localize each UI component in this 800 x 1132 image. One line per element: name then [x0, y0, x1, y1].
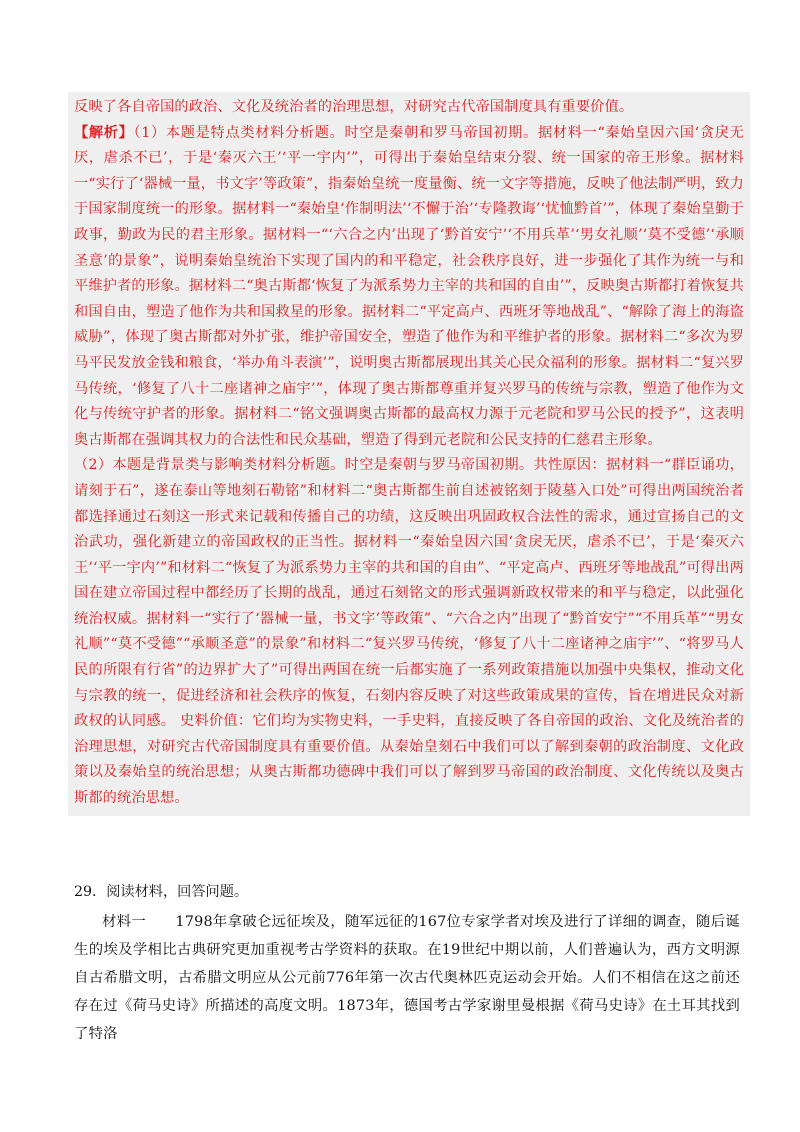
analysis-part-2: （2）本题是背景类与影响类材料分析题。时空是秦朝与罗马帝国初期。共性原因：据材料一“群臣诵功，请刻于石”，遂在泰山等地刻石勒铭”和材料二“奥古斯都生前自述被铭刻于陵墓入口处”可得出两国统治者都选择通过石刻这一形式来记载和传播自己的功绩，这反映出巩固政权合法性的需求，通过宣扬自己的文治武功，强化新建立的帝国政权的正当性。据材料一“秦始皇因六国‘贪戾无厌，虐杀不已’，于是‘秦灭六王’‘平一宇内’”和材料二“恢复了为派系势力主宰的共和国的自由”、“平定高卢、西班牙等地战乱”可得出两国在建立帝国过程中都经历了长期的战乱，通过石刻铭文的形式强调新政权带来的和平与稳定，以此强化统治权威。据材料一“实行了‘器械一量，书文字’等政策”、“六合之内”出现了“黔首安宁”“不用兵革”“男女礼顺”“莫不受德”“承顺圣意”的景象”和材料二“复兴罗马传统，‘修复了八十二座诸神之庙宇’”、“将罗马人民的所限有行省”的边界扩大了”可得出两国在统一后都实施了一系列政策措施以加强中央集权，推动文化与宗教的统一，促进经济和社会秩序的恢复，石刻内容反映了对这些政策成果的宣传，旨在增进民众对新政权的认同感。 史料价值：它们均为实物史料，一手史料，直接反映了各自帝国的政治、文化及统治者的治理思想，对研究古代帝国制度具有重要价值。从秦始皇刻石中我们可以了解到秦朝的政治制度、文化政策以及秦始皇的统治思想；从奥古斯都功德碑中我们可以了解到罗马帝国的政治制度、文化传统以及奥古斯都的统治思想。 — [74, 457, 744, 807]
analysis-tag: 【解析】 — [74, 124, 134, 141]
material-one-text: 材料一 1798年拿破仑远征埃及，随军远征的167位专家学者对埃及进行了详细的调查，随后诞生的埃及学相比古典研究更加重视考古学资料的获取。在19世纪中期以前，人们普遍认为，西方文明源自古希腊文明，古希腊文明应从公元前776年第一次古代奥林匹克运动会开始。人们不相信在这之前还存在过《荷马史诗》所描述的高度文明。1873年，德国考古学家谢里曼根据《荷马史诗》在土耳其找到了特洛 — [74, 914, 740, 1042]
answer-line-value: 反映了各自帝国的政治、文化及统治者的治理思想，对研究古代帝国制度具有重要价值。 — [74, 99, 634, 115]
analysis-part-1 — [74, 121, 744, 454]
analysis-part-1-text: （1）本题是特点类材料分析题。时空是秦朝和罗马帝国初期。据材料一“秦始皇因六国‘贪戾无厌，虐杀不已’，于是‘秦灭六王’‘平一宇内’”，可得出于秦始皇结束分裂、统一国家的帝王形象。据材料一“实行了‘器械一量，书文字’等政策”，指秦始皇统一度量衡、统一文字等措施，反映了他法制严明，致力于国家制度统一的形象。据材料一“秦始皇‘作制明法’‘不懈于治’‘专隆教诲’‘忧恤黔首’”，体现了秦始皇勤于政事，勤政为民的君主形象。据材料一“‘六合之内’出现了‘黔首安宁’‘不用兵革’‘男女礼顺’‘莫不受德’‘承顺圣意’的景象”，说明秦始皇统治下实现了国内的和平稳定，社会秩序良好，进一步强化了其作为统一与和平维护者的形象。据材料二“奥古斯都‘恢复了为派系势力主宰的共和国的自由’”，反映奥古斯都打着恢复共和国自由，塑造了他作为共和国救星的形象。据材料二“平定高卢、西班牙等地战乱”、“解除了海上的海盗威胁”，体现了奥古斯都对外扩张，维护帝国安全，塑造了他作为和平维护者的形象。据材料二“多次为罗马平民发放金钱和粮食，‘举办角斗表演’”，说明奥古斯都展现出其关心民众福利的形象。据材料二“复兴罗马传统，‘修复了八十二座诸神之庙宇’”，体现了奥古斯都尊重并复兴罗马的传统与宗教，塑造了他作为文化与传统守护者的形象。据材料二“铭文强调奥古斯都的最高权力源于元老院和罗马公民的授予”，这表明奥古斯都在强调其权力的合法性和民众基础，塑造了得到元老院和公民支持的仁慈君主形象。 — [74, 124, 744, 448]
answer-analysis-block — [68, 92, 750, 816]
question-heading: 29．阅读材料，回答问题。 — [74, 884, 249, 900]
